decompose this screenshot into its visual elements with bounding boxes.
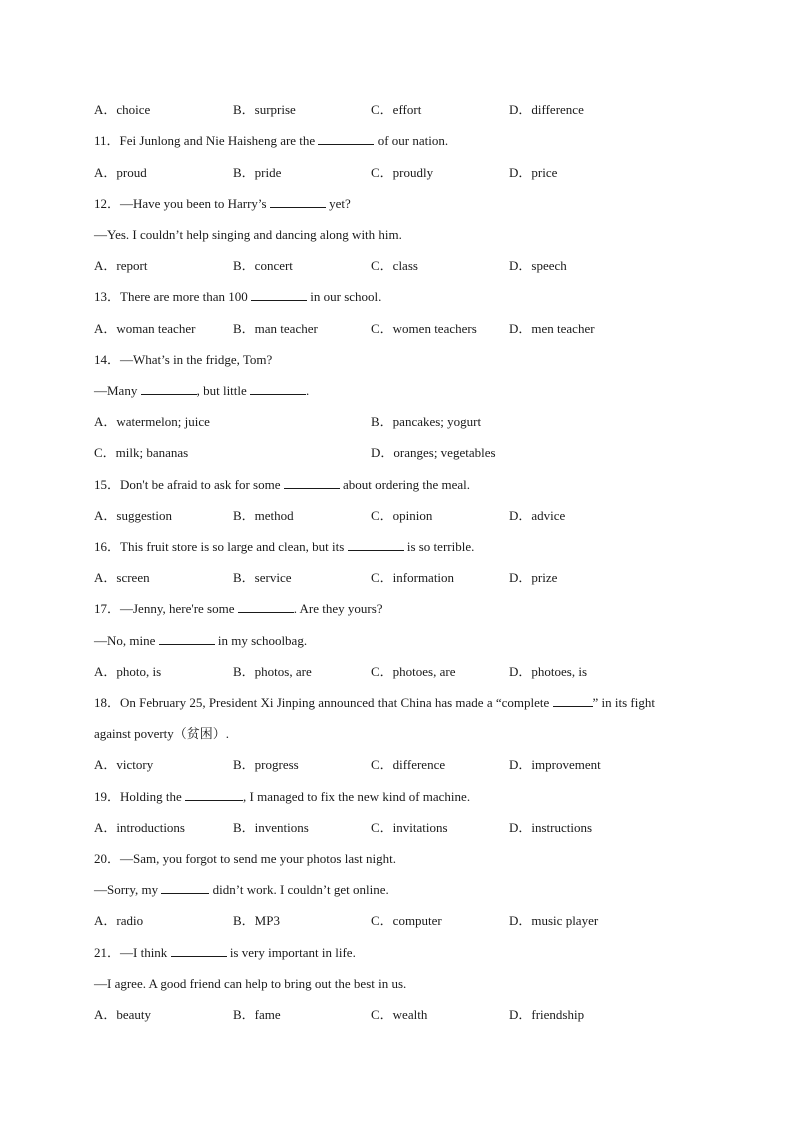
answer-blank [250,383,306,395]
question-13-options [94,321,714,337]
question-10-options [94,102,714,118]
question-15-stem [94,477,470,493]
question-13-stem [94,289,381,305]
answer-blank [159,633,215,645]
answer-blank [185,789,243,801]
question-12-options [94,258,714,274]
stem-text: , I managed to fix the new kind of machine. [243,789,471,804]
option-b: B．surprise [233,102,296,117]
stem-text: —Many [94,383,141,398]
option-b: B．method [233,508,294,523]
question-15-options [94,508,714,524]
stem-text: . [306,383,310,398]
option-a: A．choice [94,102,151,117]
question-12-response: —Yes. I couldn’t help singing and dancing along with him. [94,227,402,242]
question-14-response [94,383,309,399]
option-a: A．beauty [94,1007,152,1022]
question-17-stem [94,601,383,617]
question-16-options [94,570,714,586]
option-b: B．pancakes; yogurt [371,414,482,429]
question-12-stem [94,196,351,212]
answer-blank [161,882,209,894]
question-18-options [94,757,714,773]
option-c: C．milk; bananas [94,445,189,460]
stem-text: yet? [325,196,351,211]
stem-text: , but little [196,383,251,398]
option-d: D．instructions [509,820,593,835]
question-21-stem [94,945,356,961]
stem-text: —No, mine [94,633,159,648]
option-a: A．suggestion [94,508,173,523]
option-a: A．report [94,258,148,273]
option-d: D．friendship [509,1007,585,1022]
stem-text: 15．Don't be afraid to ask for some [94,477,284,492]
option-b: B．service [233,570,292,585]
answer-blank [171,945,227,957]
question-14-stem: 14．—What’s in the fridge, Tom? [94,352,273,367]
question-21-options [94,1007,714,1023]
option-a: A．photo, is [94,664,162,679]
question-11-stem [94,133,448,149]
option-c: C．computer [371,913,442,928]
stem-text: 18．On February 25, President Xi Jinping announced that China has made a “complete [94,695,553,710]
question-17-response [94,633,307,649]
stem-text: —Sorry, my [94,882,162,897]
option-d: D．advice [509,508,566,523]
option-b: B．MP3 [233,913,280,928]
answer-blank [318,133,374,145]
option-b: B．pride [233,165,282,180]
stem-text: is so terrible. [403,539,475,554]
option-a: A．radio [94,913,144,928]
question-16-stem [94,539,474,555]
option-c: C．opinion [371,508,433,523]
question-20-stem: 20．—Sam, you forgot to send me your photos last night. [94,851,396,866]
option-a: A．screen [94,570,150,585]
question-19-options [94,820,714,836]
option-d: D．price [509,165,558,180]
option-d: D．prize [509,570,558,585]
option-c: C．difference [371,757,446,772]
option-d: D．photoes, is [509,664,588,679]
option-d: D．difference [509,102,584,117]
option-d: D．improvement [509,757,601,772]
option-c: C．invitations [371,820,448,835]
option-a: A．woman teacher [94,321,196,336]
question-20-response [94,882,389,898]
answer-blank [348,539,404,551]
option-c: C．proudly [371,165,434,180]
stem-text: is very important in life. [226,945,356,960]
stem-text: 16．This fruit store is so large and clean, but its [94,539,348,554]
answer-blank [553,695,593,707]
answer-blank [238,601,294,613]
stem-text: . Are they yours? [293,601,383,616]
option-c: C．wealth [371,1007,428,1022]
question-18-stem-continued: against poverty（贫困）. [94,726,230,741]
option-d: D．music player [509,913,599,928]
stem-text: in my schoolbag. [214,633,308,648]
stem-text: 17．—Jenny, here're some [94,601,238,616]
option-b: B．photos, are [233,664,312,679]
stem-text: about ordering the meal. [339,477,471,492]
question-18-stem [94,695,655,711]
option-a: A．introductions [94,820,185,835]
answer-blank [251,289,307,301]
option-c: C．photoes, are [371,664,456,679]
question-17-options [94,664,714,680]
stem-text: ” in its fight [592,695,655,710]
question-20-options [94,913,714,929]
option-a: A．watermelon; juice [94,414,210,429]
stem-text: in our school. [307,289,382,304]
question-21-response: —I agree. A good friend can help to bring out the best in us. [94,976,407,991]
option-c: C．women teachers [371,321,477,336]
option-b: B．man teacher [233,321,318,336]
option-b: B．inventions [233,820,309,835]
option-b: B．progress [233,757,299,772]
option-c: C．information [371,570,455,585]
stem-text: 13．There are more than 100 [94,289,252,304]
stem-text: didn’t work. I couldn’t get online. [209,882,389,897]
option-b: B．fame [233,1007,281,1022]
option-d: D．men teacher [509,321,595,336]
stem-text: 11．Fei Junlong and Nie Haisheng are the [94,133,319,148]
option-b: B．concert [233,258,293,273]
option-c: C．class [371,258,418,273]
question-14-options-row-1 [94,414,714,430]
option-d: D．speech [509,258,567,273]
option-a: A．victory [94,757,154,772]
answer-blank [284,477,340,489]
stem-text: 12．—Have you been to Harry’s [94,196,270,211]
answer-blank [141,383,197,395]
option-d: D．oranges; vegetables [371,445,496,460]
option-a: A．proud [94,165,147,180]
question-11-options [94,165,714,181]
stem-text: 21．—I think [94,945,171,960]
answer-blank [270,196,326,208]
question-14-options-row-2 [94,445,714,461]
stem-text: of our nation. [374,133,449,148]
question-19-stem [94,789,470,805]
stem-text: 19．Holding the [94,789,185,804]
option-c: C．effort [371,102,422,117]
